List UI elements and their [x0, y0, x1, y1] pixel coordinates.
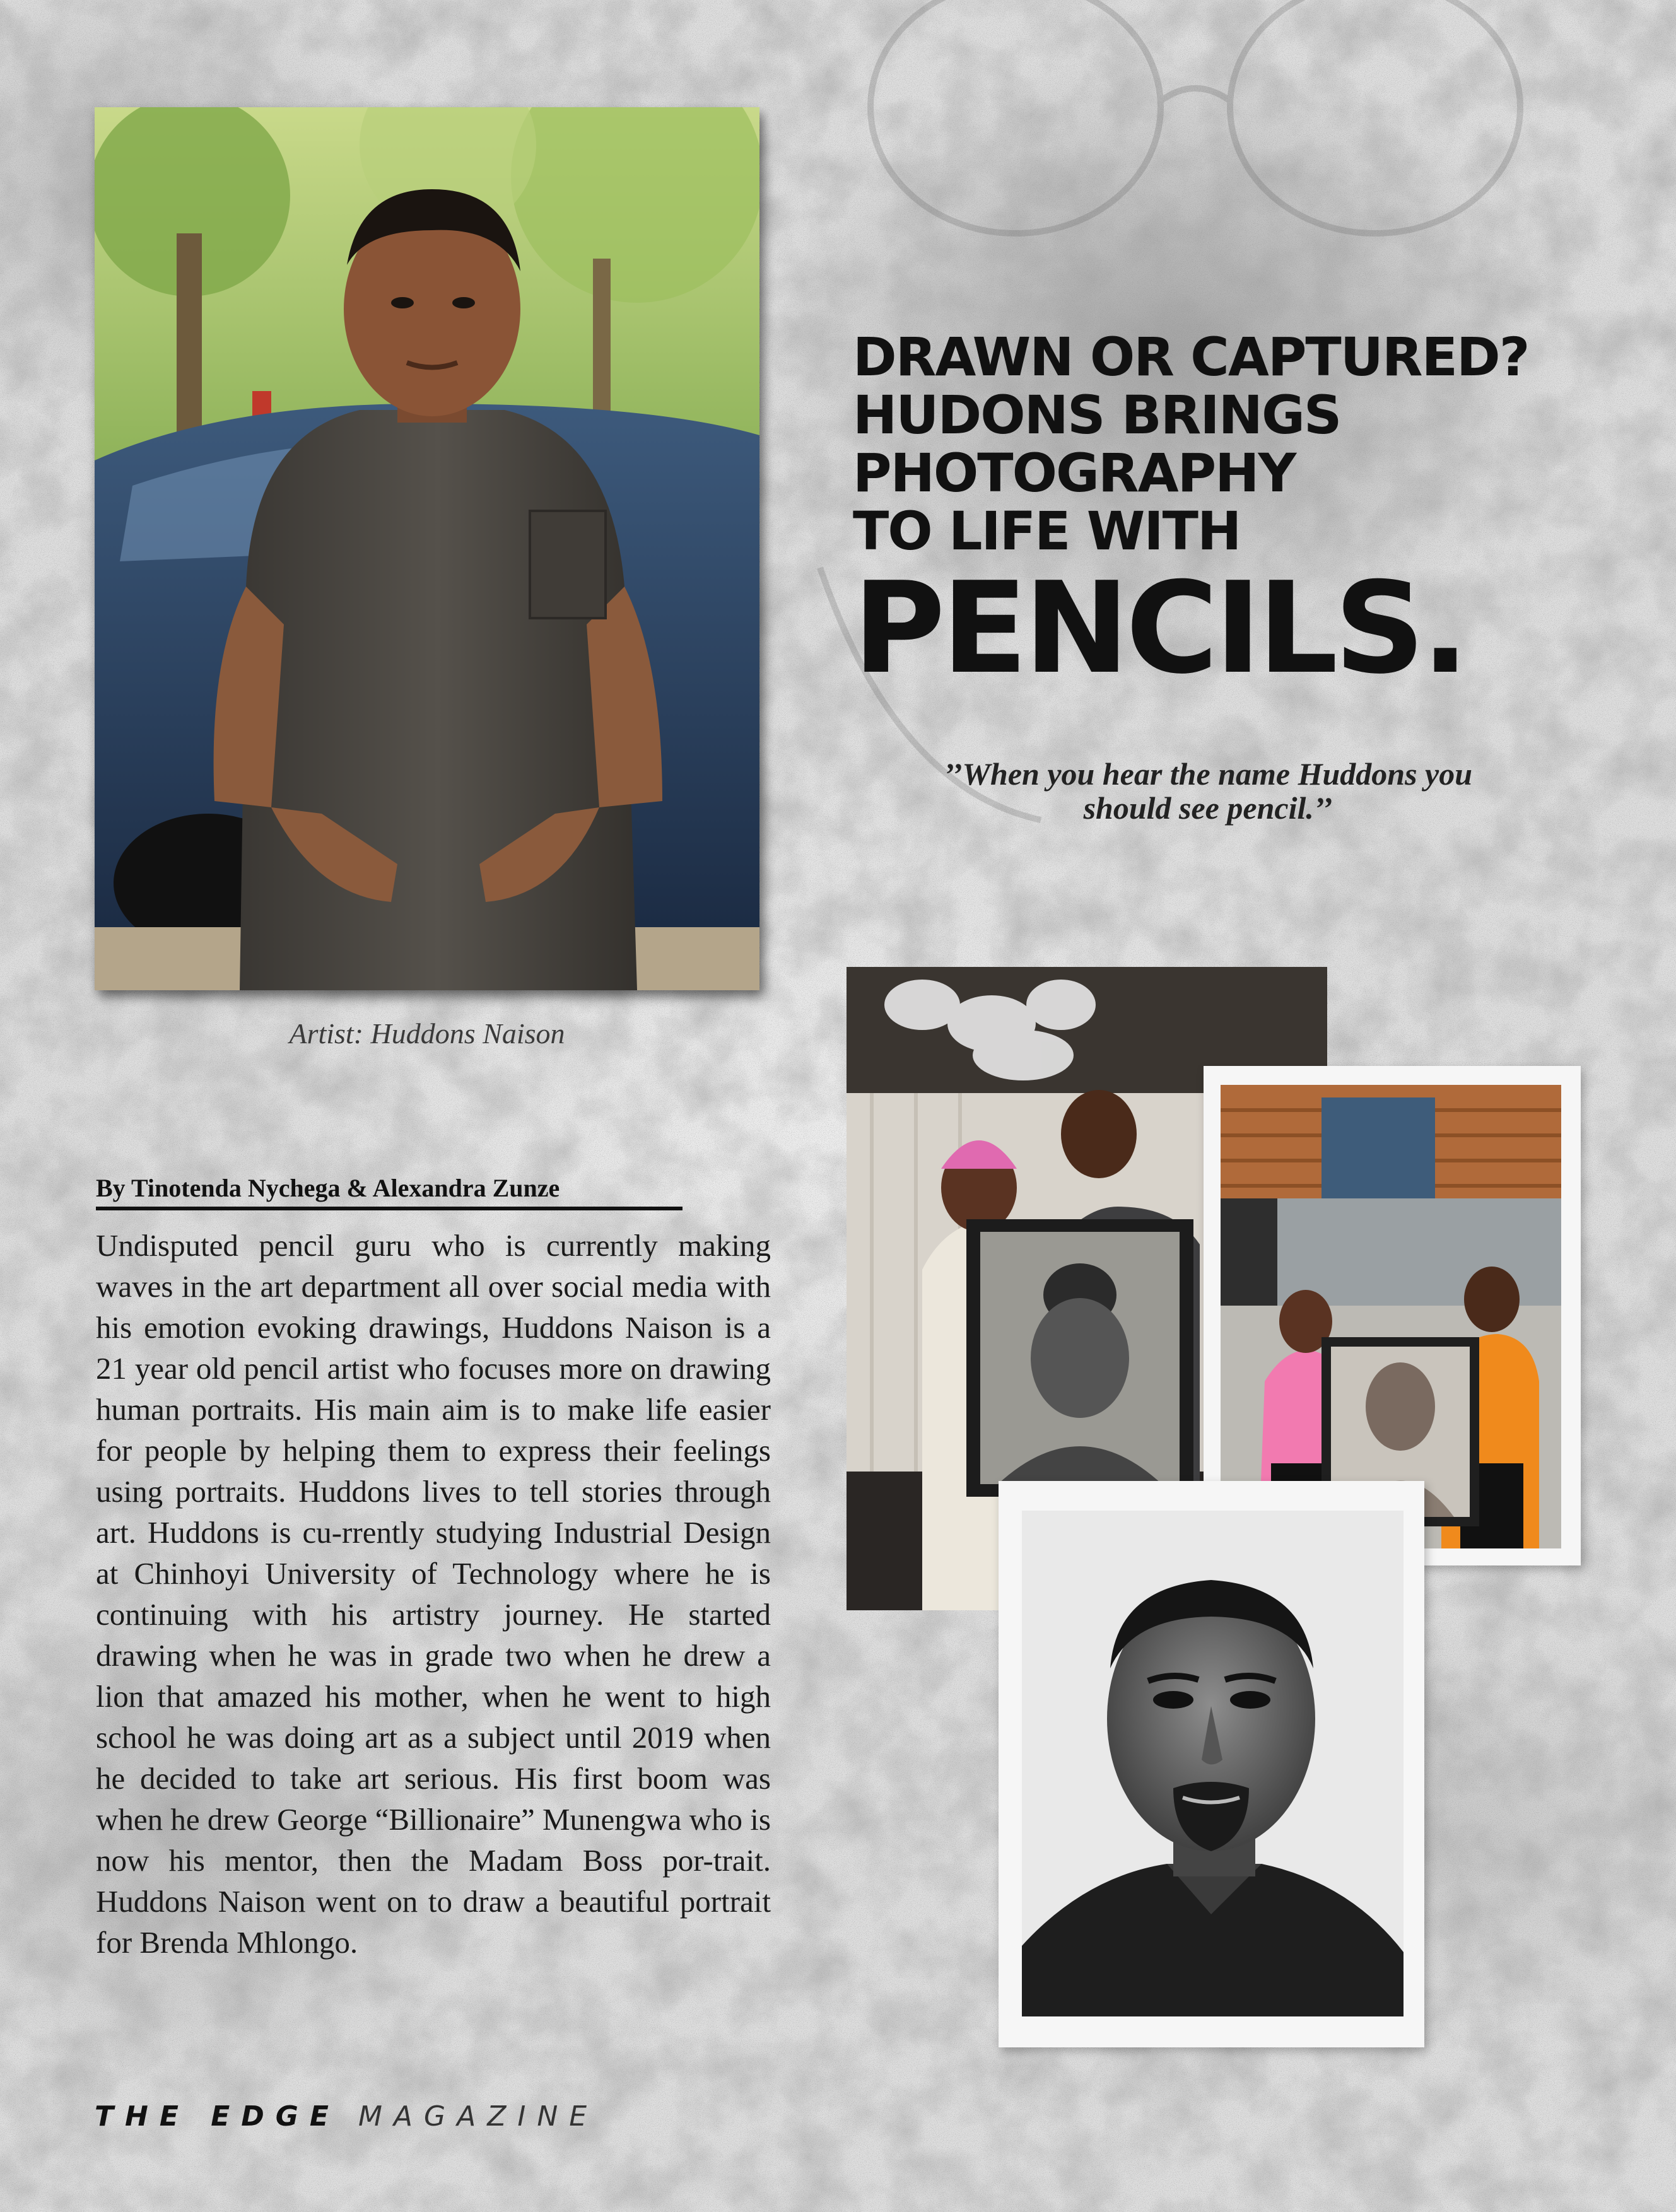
pull-quote-line-2: should see pencil.’’: [1083, 790, 1333, 826]
byline: By Tinotenda Nychega & Alexandra Zunze: [96, 1173, 683, 1210]
footer-magazine: MAGAZINE: [358, 2100, 599, 2133]
artist-photo: [95, 107, 759, 990]
headline-line-2: HUDONS BRINGS: [853, 384, 1341, 446]
headline-line-3: PHOTOGRAPHY: [853, 442, 1296, 504]
magazine-footer: [95, 2100, 598, 2133]
headline-line-4: TO LIFE WITH: [853, 500, 1241, 562]
photo-event-with-portrait: [1221, 1085, 1561, 1548]
article-body: Undisputed pencil guru who is currently making waves in the art department all over social media with his emotion evoking drawings, Huddons Naison is a 21 year old pencil artist who focuses more on drawing human portraits. His main aim is to make life easier for people by helping them to express their feelings using portraits. Huddons lives to tell stories through art. Huddons is cu-rrently studying Industrial Design at Chinhoyi University of Technology where he is continuing with his artistry journey. He started drawing when he was in grade two when he drew a lion that amazed his mother, when he went to high school he was doing art as a subject until 2019 when he decided to take art serious. His first boom was when he drew George “Billionaire” Munengwa who is now his mentor, then the Madam Boss por-trait. Huddons Naison went on to draw a beautiful portrait for Brenda Mhlongo.: [96, 1228, 771, 1960]
pencil-portrait-sketch: [1022, 1511, 1404, 2016]
headline-line-1: DRAWN OR CAPTURED?: [853, 326, 1529, 388]
footer-brand: THE EDGE: [95, 2100, 340, 2133]
headline-big-word: PENCILS.: [853, 555, 1466, 702]
photo-caption: Artist: Huddons Naison: [289, 1017, 565, 1050]
pull-quote: [839, 757, 1577, 825]
headline: [853, 326, 1641, 702]
pull-quote-line-1: ’’When you hear the name Huddons you: [943, 756, 1473, 792]
